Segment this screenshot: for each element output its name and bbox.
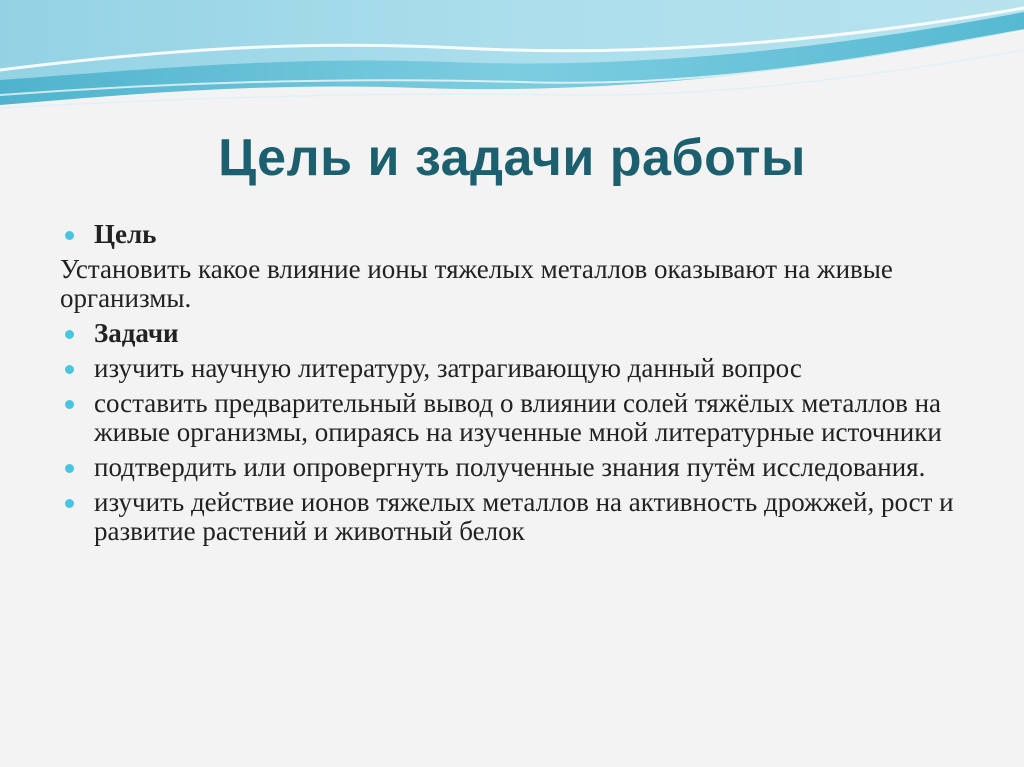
bullet-icon [65,231,74,240]
heading-tasks-label: Задачи [94,318,179,348]
bullet-icon [65,365,74,374]
goal-text [60,255,980,313]
list-item-text: составить предварительный вывод о влиянии солей тяжёлых металлов на живые организмы, опираясь на изученные мной литературные источники [94,388,942,447]
list-item-text: изучить научную литературу, затрагивающую данный вопрос [94,353,802,383]
bullet-icon [65,330,74,339]
list-item [60,389,980,447]
list-item [60,354,980,383]
list-item [60,453,980,482]
slide-content [60,220,980,552]
slide-title: Цель и задачи работы [218,129,806,187]
bullet-icon [65,400,74,409]
list-item-text: подтвердить или опровергнуть полученные знания путём исследования. [94,452,926,482]
list-item [60,488,980,546]
list-item-text: изучить действие ионов тяжелых металлов на активность дрожжей, рост и развитие растений и животный белок [94,487,954,546]
goal-text-label: Установить какое влияние ионы тяжелых металлов оказывают на живые организмы. [60,254,893,313]
decorative-wave-header [0,0,1024,120]
bullet-icon [65,464,74,473]
heading-tasks [60,319,980,348]
heading-goal-label: Цель [94,219,157,249]
heading-goal [60,220,980,249]
bullet-icon [65,499,74,508]
